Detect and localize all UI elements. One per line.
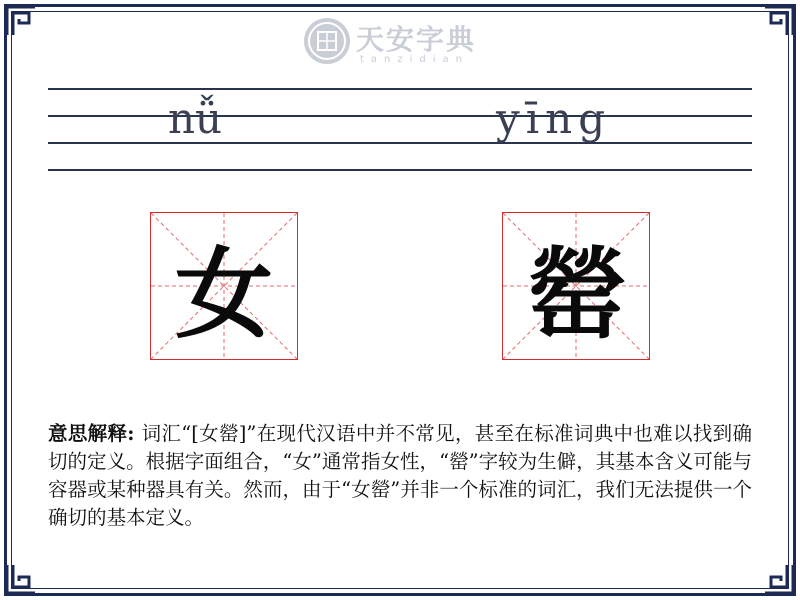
corner-ornament-bottom-right xyxy=(762,562,796,596)
character-first: 女 xyxy=(174,237,273,352)
definition-label: 意思解释 xyxy=(48,422,128,445)
corner-ornament-bottom-left xyxy=(4,562,38,596)
definition-text: 词汇“[女罃]”在现代汉语中并不常见，甚至在标准词典中也难以找到确切的定义。根据字面组合，“女”通常指女性，“罃”字较为生僻，其基本含义可能与容器或某种器具有关。然而，由于“女罃”并非一个标准的词汇，我们无法提供一个确切的基本定义。 xyxy=(48,422,752,529)
site-logo xyxy=(302,14,502,70)
character-grid-first xyxy=(150,212,298,360)
pinyin-ruler-line xyxy=(48,115,752,117)
definition-paragraph xyxy=(48,420,752,532)
pinyin-first: nǚ xyxy=(168,94,223,143)
pinyin-ruler-line xyxy=(48,142,752,144)
corner-ornament-top-right xyxy=(762,4,796,38)
character-second: 罃 xyxy=(526,237,625,352)
logo-name: 天安字典 xyxy=(356,23,477,56)
corner-ornament-top-left xyxy=(4,4,38,38)
logo-emblem-icon xyxy=(302,16,352,66)
pinyin-second: yīng xyxy=(496,94,612,143)
character-grid-second xyxy=(502,212,650,360)
pinyin-ruler-line xyxy=(48,169,752,171)
pinyin-ruler-line xyxy=(48,88,752,90)
logo-subtitle: tanzidian xyxy=(360,54,470,65)
definition-separator: : xyxy=(127,422,142,445)
